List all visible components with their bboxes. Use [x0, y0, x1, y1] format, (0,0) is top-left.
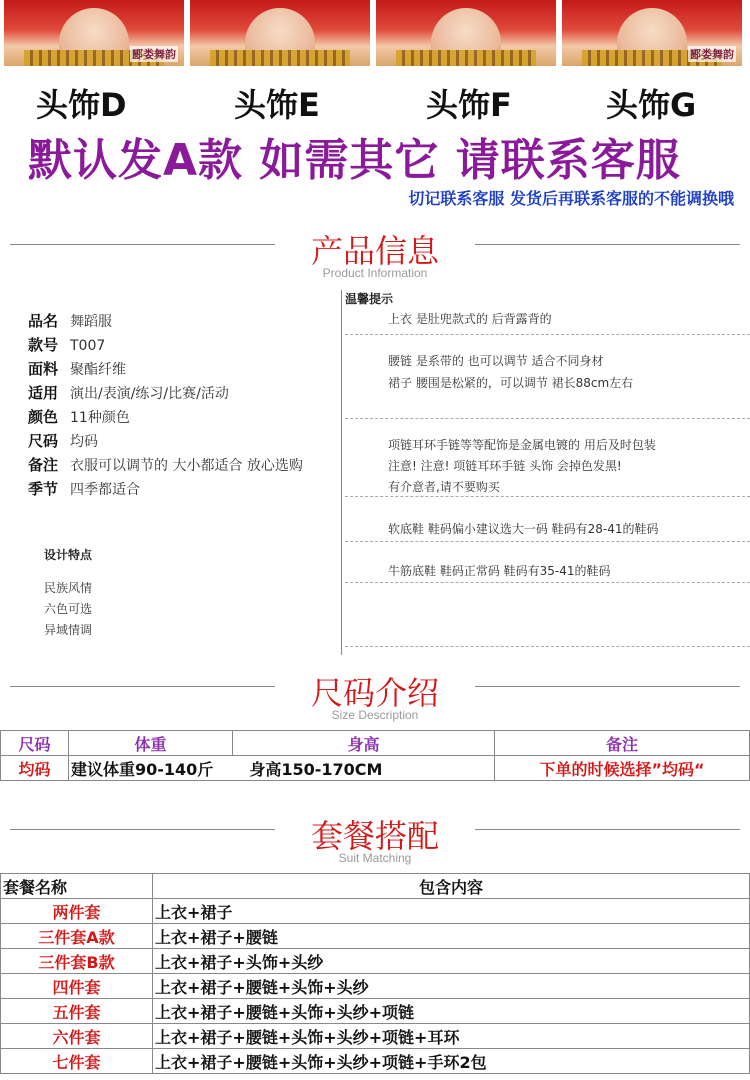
vertical-divider	[341, 290, 342, 655]
suit-content: 上衣+裙子+腰链	[153, 924, 750, 949]
info-row	[28, 358, 338, 382]
dashed-divider	[345, 646, 750, 647]
watermark: 郾娄舞韵	[132, 48, 176, 61]
tip-line: 牛筋底鞋 鞋码正常码 鞋码有35-41的鞋码	[388, 564, 611, 578]
table-header-row	[1, 731, 750, 756]
header-content: 包含内容	[153, 874, 750, 899]
default-style-banner: 默认发A款 如需其它 请联系客服	[28, 135, 681, 186]
info-key: 季节	[28, 480, 59, 498]
header-note: 备注	[495, 731, 750, 756]
info-row	[28, 382, 338, 406]
dashed-divider	[345, 496, 750, 497]
suit-name: 三件套A款	[1, 924, 153, 949]
tip-line: 上衣 是肚兜款式的 后背露背的	[388, 312, 552, 326]
table-row	[1, 899, 750, 924]
info-row	[28, 310, 338, 334]
info-value: 衣服可以调节的 大小都适合 放心选购	[70, 458, 303, 474]
product-info-list	[28, 310, 338, 502]
info-value: 均码	[70, 434, 98, 450]
info-row	[28, 406, 338, 430]
info-key: 面料	[28, 360, 59, 378]
tip-line: 软底鞋 鞋码偏小建议选大一码 鞋码有28-41的鞋码	[388, 522, 659, 536]
headdress-label-e: 头饰E	[234, 86, 320, 124]
header-height: 身高	[233, 731, 495, 756]
suit-content: 上衣+裙子+腰链+头饰+头纱+项链	[153, 999, 750, 1024]
tip-line: 有介意者,请不要购买	[388, 480, 500, 494]
table-row	[1, 756, 750, 781]
section-title: 套餐搭配	[310, 817, 439, 855]
info-key: 颜色	[28, 408, 59, 426]
header-weight: 体重	[69, 731, 233, 756]
necklace-jewelry	[396, 50, 536, 66]
necklace-jewelry	[210, 50, 350, 66]
tip-line: 项链耳环手链等等配饰是金属电镀的 用后及时包装	[388, 438, 656, 452]
suit-content: 上衣+裙子+头饰+头纱	[153, 949, 750, 974]
info-value: 舞蹈服	[70, 314, 112, 330]
section-title: 产品信息	[310, 232, 439, 270]
suit-content: 上衣+裙子+腰链+头饰+头纱+项链+手环2包	[153, 1049, 750, 1074]
dashed-divider	[345, 334, 750, 335]
cell-height: 身高150-170CM	[249, 759, 383, 779]
info-key: 备注	[28, 456, 59, 474]
cell-size: 均码	[1, 756, 69, 781]
dashed-divider	[345, 541, 750, 542]
section-subtitle: Size Description	[331, 708, 419, 722]
table-row	[1, 924, 750, 949]
headdress-label-g: 头饰G	[606, 86, 697, 124]
tip-line: 腰链 是系带的 也可以调节 适合不同身材	[388, 354, 604, 368]
suit-name: 七件套	[1, 1049, 153, 1074]
info-value: 演出/表演/练习/比赛/活动	[70, 386, 229, 402]
suit-table	[0, 873, 750, 1074]
suit-content: 上衣+裙子+腰链+头饰+头纱	[153, 974, 750, 999]
design-feature-item: 异域情调	[44, 623, 93, 637]
headdress-label-d: 头饰D	[36, 86, 127, 124]
section-subtitle: Product Information	[322, 266, 428, 280]
headdress-photo-g	[562, 0, 742, 66]
tip-line: 注意! 注意! 项链耳环手链 头饰 会掉色发黑!	[388, 459, 622, 473]
design-feature-item: 六色可选	[44, 602, 93, 616]
dashed-divider	[345, 418, 750, 419]
suit-name: 四件套	[1, 974, 153, 999]
info-row	[28, 478, 338, 502]
info-row	[28, 334, 338, 358]
section-heading-size	[0, 672, 750, 722]
photo-strip	[0, 0, 750, 68]
table-row	[1, 1049, 750, 1074]
watermark: 郾娄舞韵	[690, 48, 734, 61]
info-key: 款号	[28, 336, 59, 354]
header-size: 尺码	[1, 731, 69, 756]
size-table	[0, 730, 750, 781]
cell-note: 下单的时候选择”均码“	[495, 756, 750, 781]
design-features-title: 设计特点	[44, 548, 93, 562]
headdress-photo-e	[190, 0, 370, 66]
dashed-divider	[345, 582, 750, 583]
tips-panel	[345, 290, 750, 578]
cell-weight-height	[69, 756, 495, 781]
info-row	[28, 430, 338, 454]
suit-name: 六件套	[1, 1024, 153, 1049]
headdress-photo-d	[4, 0, 184, 66]
section-heading-suit	[0, 815, 750, 865]
tips-title: 温馨提示	[345, 292, 394, 306]
tip-line: 裙子 腰围是松紧的，可以调节 裙长88cm左右	[388, 376, 634, 390]
info-value: 四季都适合	[70, 482, 140, 498]
section-subtitle: Suit Matching	[338, 851, 412, 865]
table-header-row	[1, 874, 750, 899]
table-row	[1, 974, 750, 999]
section-heading-product-info	[0, 230, 750, 280]
info-value: 11种颜色	[70, 410, 130, 426]
suit-name: 两件套	[1, 899, 153, 924]
suit-name: 三件套B款	[1, 949, 153, 974]
info-key: 品名	[28, 312, 59, 330]
cell-weight: 建议体重90-140斤	[71, 759, 214, 779]
header-suit-name: 套餐名称	[1, 874, 153, 899]
suit-content: 上衣+裙子	[153, 899, 750, 924]
headdress-label-f: 头饰F	[426, 86, 512, 124]
info-key: 尺码	[28, 432, 59, 450]
design-feature-item: 民族风情	[44, 581, 93, 595]
table-row	[1, 1024, 750, 1049]
info-value: T007	[70, 338, 106, 354]
section-title: 尺码介绍	[310, 674, 439, 712]
contact-warning: 切记联系客服 发货后再联系客服的不能调换哦	[408, 189, 734, 208]
headdress-photo-f	[376, 0, 556, 66]
table-row	[1, 999, 750, 1024]
suit-name: 五件套	[1, 999, 153, 1024]
info-value: 聚酯纤维	[70, 362, 126, 378]
info-row	[28, 454, 338, 478]
table-row	[1, 949, 750, 974]
design-features	[44, 546, 92, 642]
suit-content: 上衣+裙子+腰链+头饰+头纱+项链+耳环	[153, 1024, 750, 1049]
info-key: 适用	[28, 384, 59, 402]
